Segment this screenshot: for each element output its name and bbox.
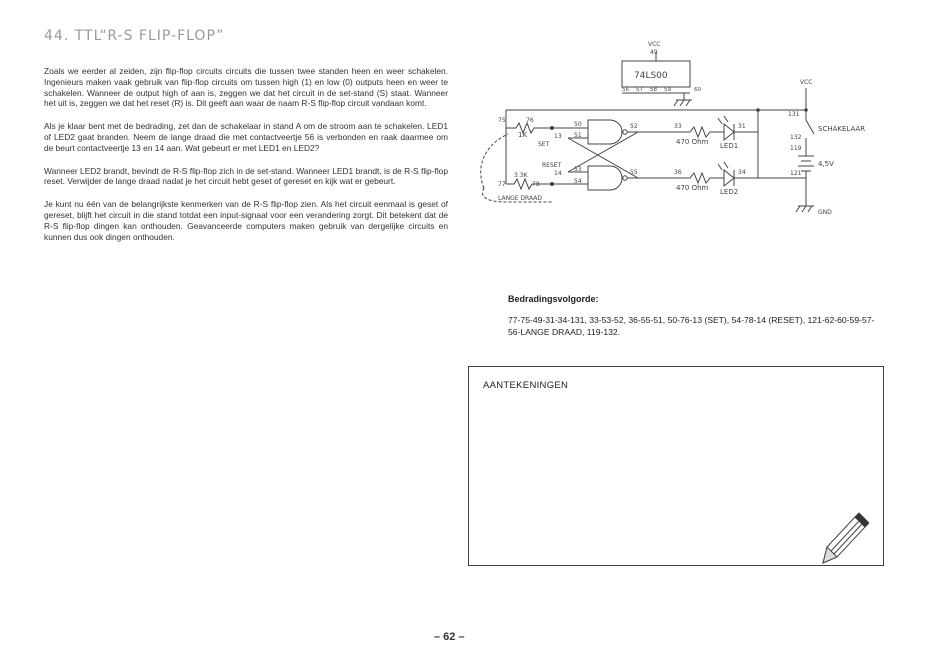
paragraph: Zoals we eerder al zeiden, zijn flip-flop circuits circuits die tussen twee standen heen en weer schakelen. Ingenieurs maken vaak gebruik van flip-flop circuits om tussen high (1) en low (0) outputs heen en weer te schakelen. Wanneer de output high of aan is, zeggen we dat het circuit in de set-stand (S) staat. Wanneer het uit is, zeggen we dat het reset (R) is. Dit geeft aan waar de naam R-S flip-flop circuit vandaan komt.	[44, 66, 448, 109]
chip-pin: 59	[664, 87, 671, 93]
wiring-title: Bedradingsvolgorde:	[508, 294, 599, 304]
pin-label: 54	[574, 178, 582, 185]
chip-pin: 58	[650, 87, 657, 93]
page-title: 44. TTL“R-S FLIP-FLOP”	[44, 28, 225, 44]
long-wire-label: LANGE DRAAD	[498, 195, 542, 202]
reset-label: RESET	[542, 162, 562, 169]
resistor-470-label: 470 Ohm	[676, 184, 709, 192]
wiring-sequence: 77-75-49-31-34-131, 33-53-52, 36-55-51, 50-76-13 (SET), 54-78-14 (RESET), 121-62-60-59-57-56-LANGE DRAAD, 119-132.	[508, 315, 875, 337]
pin-label: 31	[738, 123, 746, 130]
chip-vcc-label: VCC	[648, 41, 661, 48]
resistor-3k3-label: 3.3K	[514, 172, 528, 179]
pin-label: 76	[526, 117, 534, 124]
pin-label: 53	[574, 166, 582, 173]
chip-pin: 60	[694, 87, 701, 93]
page-number: – 62 –	[434, 631, 465, 643]
pin-label: 121	[790, 170, 802, 177]
pin-label: 55	[630, 169, 638, 176]
led1-label: LED1	[720, 142, 739, 150]
paragraph: Wanneer LED2 brandt, bevindt de R-S flip-flop zich in de set-stand. Wanneer LED1 brandt, is de R-S flip-flop reset. Verwijder de lange draad nadat je het circuit hebt geset of gereset en kijk wat er gebeurt.	[44, 165, 448, 187]
circuit-diagram	[470, 38, 910, 228]
pin-label: 13	[554, 133, 562, 140]
pin-label: 119	[790, 145, 802, 152]
pin-label: 78	[532, 181, 540, 188]
chip-vcc-pin: 49	[650, 49, 658, 56]
chip-pin: 56	[622, 87, 629, 93]
pin-label: 52	[630, 123, 638, 130]
notes-box	[468, 366, 884, 566]
pin-label: 75	[498, 117, 506, 124]
led2-label: LED2	[720, 188, 739, 196]
pin-label: 14	[554, 170, 562, 177]
pin-label: 51	[574, 132, 582, 139]
resistor-1k-label: 1K	[518, 131, 528, 139]
pin-label: 33	[674, 123, 682, 130]
pin-label: 50	[574, 121, 582, 128]
paragraph: Je kunt nu één van de belangrijkste kenmerken van de R-S flip-flop zien. Als het circuit eenmaal is geset of gereset, blijft het circuit in die stand totdat een input-signaal voor een verandering zorgt. Dit betekent dat de R-S flip-flop dingen kan onthouden. Geavanceerde computers maken gebruik van dergelijke circuits en kunnen dus ook dingen onthouden.	[44, 199, 448, 242]
vcc-label: VCC	[800, 79, 813, 86]
pin-label: 34	[738, 169, 746, 176]
set-label: SET	[538, 141, 550, 148]
chip-label: 74LS00	[634, 71, 668, 81]
ground-label: GND	[818, 209, 832, 216]
pin-label: 131	[788, 111, 800, 118]
switch-label: SCHAKELAAR	[818, 125, 866, 133]
intro-text	[44, 66, 448, 254]
pin-label: 36	[674, 169, 682, 176]
pencil-icon	[817, 507, 869, 567]
chip-pin: 57	[636, 87, 643, 93]
notes-title: AANTEKENINGEN	[483, 380, 569, 391]
battery-label: 4,5V	[818, 160, 834, 168]
paragraph: Als je klaar bent met de bedrading, zet dan de schakelaar in stand A om de stroom aan te schakelen. LED1 of LED2 gaat branden. Neem de lange draad die met contactveertje 56 is verbonden en raak daarmee om de beurt contactveertje 13 en 14 aan. Wat gebeurt er met LED1 en LED2?	[44, 121, 448, 153]
pin-label: 77	[498, 181, 506, 188]
pin-label: 132	[790, 134, 802, 141]
resistor-470-label: 470 Ohm	[676, 138, 709, 146]
